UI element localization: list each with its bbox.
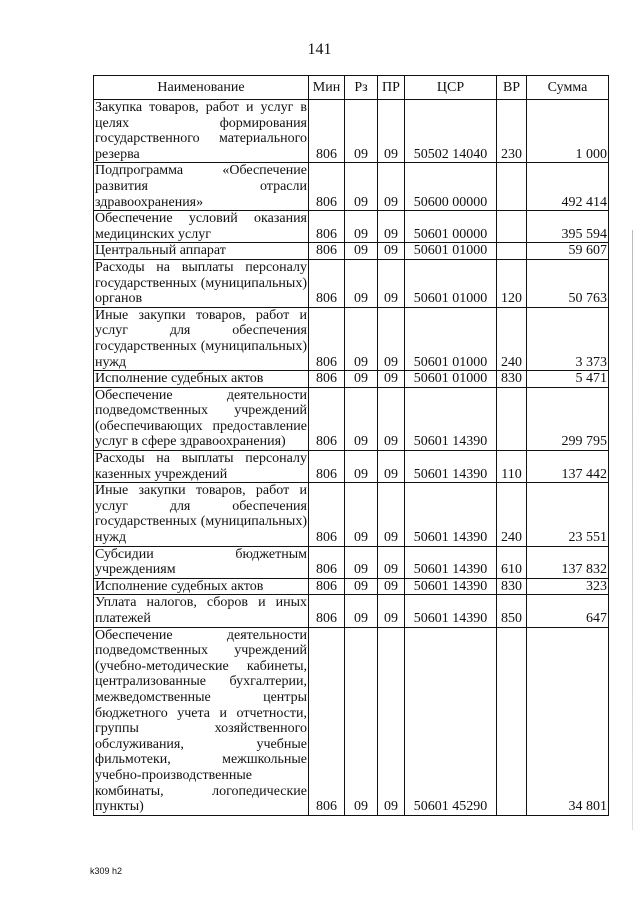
table-row xyxy=(94,546,609,578)
row-vr-cell: 850 xyxy=(497,595,527,627)
row-vr-cell: 120 xyxy=(497,259,527,307)
row-min-cell: 806 xyxy=(309,307,345,370)
row-min-cell: 806 xyxy=(309,387,345,450)
row-sum-cell: 5 471 xyxy=(527,371,609,388)
row-csr-cell: 50601 01000 xyxy=(405,307,497,370)
table-row xyxy=(94,371,609,388)
row-min-cell: 806 xyxy=(309,163,345,211)
table-row xyxy=(94,211,609,243)
row-csr-cell: 50601 14390 xyxy=(405,483,497,546)
row-sum-cell: 3 373 xyxy=(527,307,609,370)
row-sum-cell: 34 801 xyxy=(527,627,609,815)
table-row xyxy=(94,627,609,815)
row-rz-cell: 09 xyxy=(345,100,378,163)
row-name-cell: Субсидии бюджетным учреждениям xyxy=(95,546,307,578)
row-vr-cell: 240 xyxy=(497,307,527,370)
row-csr-cell: 50600 00000 xyxy=(405,163,497,211)
row-rz-cell: 09 xyxy=(345,259,378,307)
row-csr-cell: 50601 14390 xyxy=(405,595,497,627)
footer-code: k309 h2 xyxy=(90,866,123,876)
row-name-cell: Расходы на выплаты персоналу государственных (муниципальных) органов xyxy=(95,259,307,307)
table-row xyxy=(94,595,609,627)
row-min-cell: 806 xyxy=(309,578,345,595)
row-sum-cell: 647 xyxy=(527,595,609,627)
row-name-cell: Расходы на выплаты персоналу казенных учреждений xyxy=(95,451,307,482)
table-row xyxy=(94,483,609,546)
row-sum-cell: 492 414 xyxy=(527,163,609,211)
table-row xyxy=(94,100,609,163)
row-rz-cell: 09 xyxy=(345,546,378,578)
row-vr-cell: 230 xyxy=(497,100,527,163)
row-pr-cell: 09 xyxy=(378,100,405,163)
row-min-cell: 806 xyxy=(309,211,345,243)
row-min-cell: 806 xyxy=(309,595,345,627)
row-rz-cell: 09 xyxy=(345,243,378,260)
row-vr-cell: 110 xyxy=(497,451,527,483)
row-vr-cell: 240 xyxy=(497,483,527,546)
row-pr-cell: 09 xyxy=(378,483,405,546)
row-vr-cell xyxy=(497,243,527,260)
row-rz-cell: 09 xyxy=(345,595,378,627)
row-pr-cell: 09 xyxy=(378,627,405,815)
row-name-cell: Обеспечение деятельности подведомственных учреждений (обеспечивающих предоставление услуг в сфере здравоохранения) xyxy=(95,387,307,450)
row-name-cell: Закупка товаров, работ и услуг в целях формирования государственного материального резерва xyxy=(95,100,307,162)
row-min-cell: 806 xyxy=(309,243,345,260)
row-sum-cell: 395 594 xyxy=(527,211,609,243)
row-name-cell: Уплата налогов, сборов и иных платежей xyxy=(95,595,307,626)
row-sum-cell: 137 832 xyxy=(527,546,609,578)
row-pr-cell: 09 xyxy=(378,578,405,595)
row-name-cell: Исполнение судебных актов xyxy=(94,371,309,388)
row-vr-cell xyxy=(497,211,527,243)
row-rz-cell: 09 xyxy=(345,371,378,388)
row-rz-cell: 09 xyxy=(345,163,378,211)
row-name-cell: Исполнение судебных актов xyxy=(94,578,309,595)
row-csr-cell: 50502 14040 xyxy=(405,100,497,163)
row-sum-cell: 323 xyxy=(527,578,609,595)
row-vr-cell: 830 xyxy=(497,371,527,388)
budget-table xyxy=(93,75,609,816)
row-csr-cell: 50601 14390 xyxy=(405,546,497,578)
row-pr-cell: 09 xyxy=(378,259,405,307)
row-csr-cell: 50601 01000 xyxy=(405,243,497,260)
row-rz-cell: 09 xyxy=(345,387,378,450)
header-min: Мин xyxy=(309,76,345,100)
row-pr-cell: 09 xyxy=(378,307,405,370)
table-row xyxy=(94,307,609,370)
row-min-cell: 806 xyxy=(309,627,345,815)
table-row xyxy=(94,163,609,211)
row-min-cell: 806 xyxy=(309,100,345,163)
row-pr-cell: 09 xyxy=(378,595,405,627)
table-row xyxy=(94,451,609,483)
row-sum-cell: 1 000 xyxy=(527,100,609,163)
row-min-cell: 806 xyxy=(309,259,345,307)
row-rz-cell: 09 xyxy=(345,578,378,595)
row-min-cell: 806 xyxy=(309,371,345,388)
row-csr-cell: 50601 00000 xyxy=(405,211,497,243)
header-name: Наименование xyxy=(94,76,309,100)
row-name-cell: Центральный аппарат xyxy=(94,243,309,260)
row-csr-cell: 50601 01000 xyxy=(405,259,497,307)
row-vr-cell xyxy=(497,387,527,450)
header-csr: ЦСР xyxy=(405,76,497,100)
row-csr-cell: 50601 45290 xyxy=(405,627,497,815)
header-vr: ВР xyxy=(497,76,527,100)
row-vr-cell: 830 xyxy=(497,578,527,595)
row-sum-cell: 50 763 xyxy=(527,259,609,307)
row-pr-cell: 09 xyxy=(378,163,405,211)
row-csr-cell: 50601 14390 xyxy=(405,578,497,595)
row-pr-cell: 09 xyxy=(378,243,405,260)
row-rz-cell: 09 xyxy=(345,627,378,815)
row-min-cell: 806 xyxy=(309,483,345,546)
table-row xyxy=(94,387,609,450)
row-name-cell: Иные закупки товаров, работ и услуг для обеспечения государственных (муниципальных) нужд xyxy=(95,483,307,546)
row-rz-cell: 09 xyxy=(345,483,378,546)
row-vr-cell xyxy=(497,163,527,211)
row-vr-cell xyxy=(497,627,527,815)
row-csr-cell: 50601 14390 xyxy=(405,451,497,483)
row-pr-cell: 09 xyxy=(378,451,405,483)
row-vr-cell: 610 xyxy=(497,546,527,578)
row-csr-cell: 50601 14390 xyxy=(405,387,497,450)
row-pr-cell: 09 xyxy=(378,371,405,388)
scan-edge-mark xyxy=(632,230,633,830)
row-rz-cell: 09 xyxy=(345,451,378,483)
row-min-cell: 806 xyxy=(309,546,345,578)
row-pr-cell: 09 xyxy=(378,211,405,243)
table-row xyxy=(94,259,609,307)
header-rz: Рз xyxy=(345,76,378,100)
row-name-cell: Иные закупки товаров, работ и услуг для обеспечения государственных (муниципальных) нужд xyxy=(95,307,307,370)
table-row xyxy=(94,243,609,260)
row-name-cell: Обеспечение условий оказания медицинских услуг xyxy=(95,211,307,242)
row-sum-cell: 137 442 xyxy=(527,451,609,483)
row-pr-cell: 09 xyxy=(378,546,405,578)
row-name-cell: Подпрограмма «Обеспечение развития отрасли здравоохранения» xyxy=(95,163,307,210)
row-rz-cell: 09 xyxy=(345,307,378,370)
row-sum-cell: 299 795 xyxy=(527,387,609,450)
row-rz-cell: 09 xyxy=(345,211,378,243)
page-number: 141 xyxy=(307,41,332,58)
table-header-row xyxy=(94,76,609,100)
table-row xyxy=(94,578,609,595)
row-sum-cell: 59 607 xyxy=(527,243,609,260)
row-name-cell: Обеспечение деятельности подведомственных учреждений (учебно-методические кабинеты, централизованные бухгалтерии, межведомственные центры бюджетного учета и отчетности, группы хозяйственного обслуживания, учебные фильмотеки, межшкольные учебно-производственные комбинаты, логопедические пункты) xyxy=(95,627,307,815)
row-min-cell: 806 xyxy=(309,451,345,483)
header-sum: Сумма xyxy=(527,76,609,100)
row-pr-cell: 09 xyxy=(378,387,405,450)
row-csr-cell: 50601 01000 xyxy=(405,371,497,388)
header-pr: ПР xyxy=(378,76,405,100)
row-sum-cell: 23 551 xyxy=(527,483,609,546)
